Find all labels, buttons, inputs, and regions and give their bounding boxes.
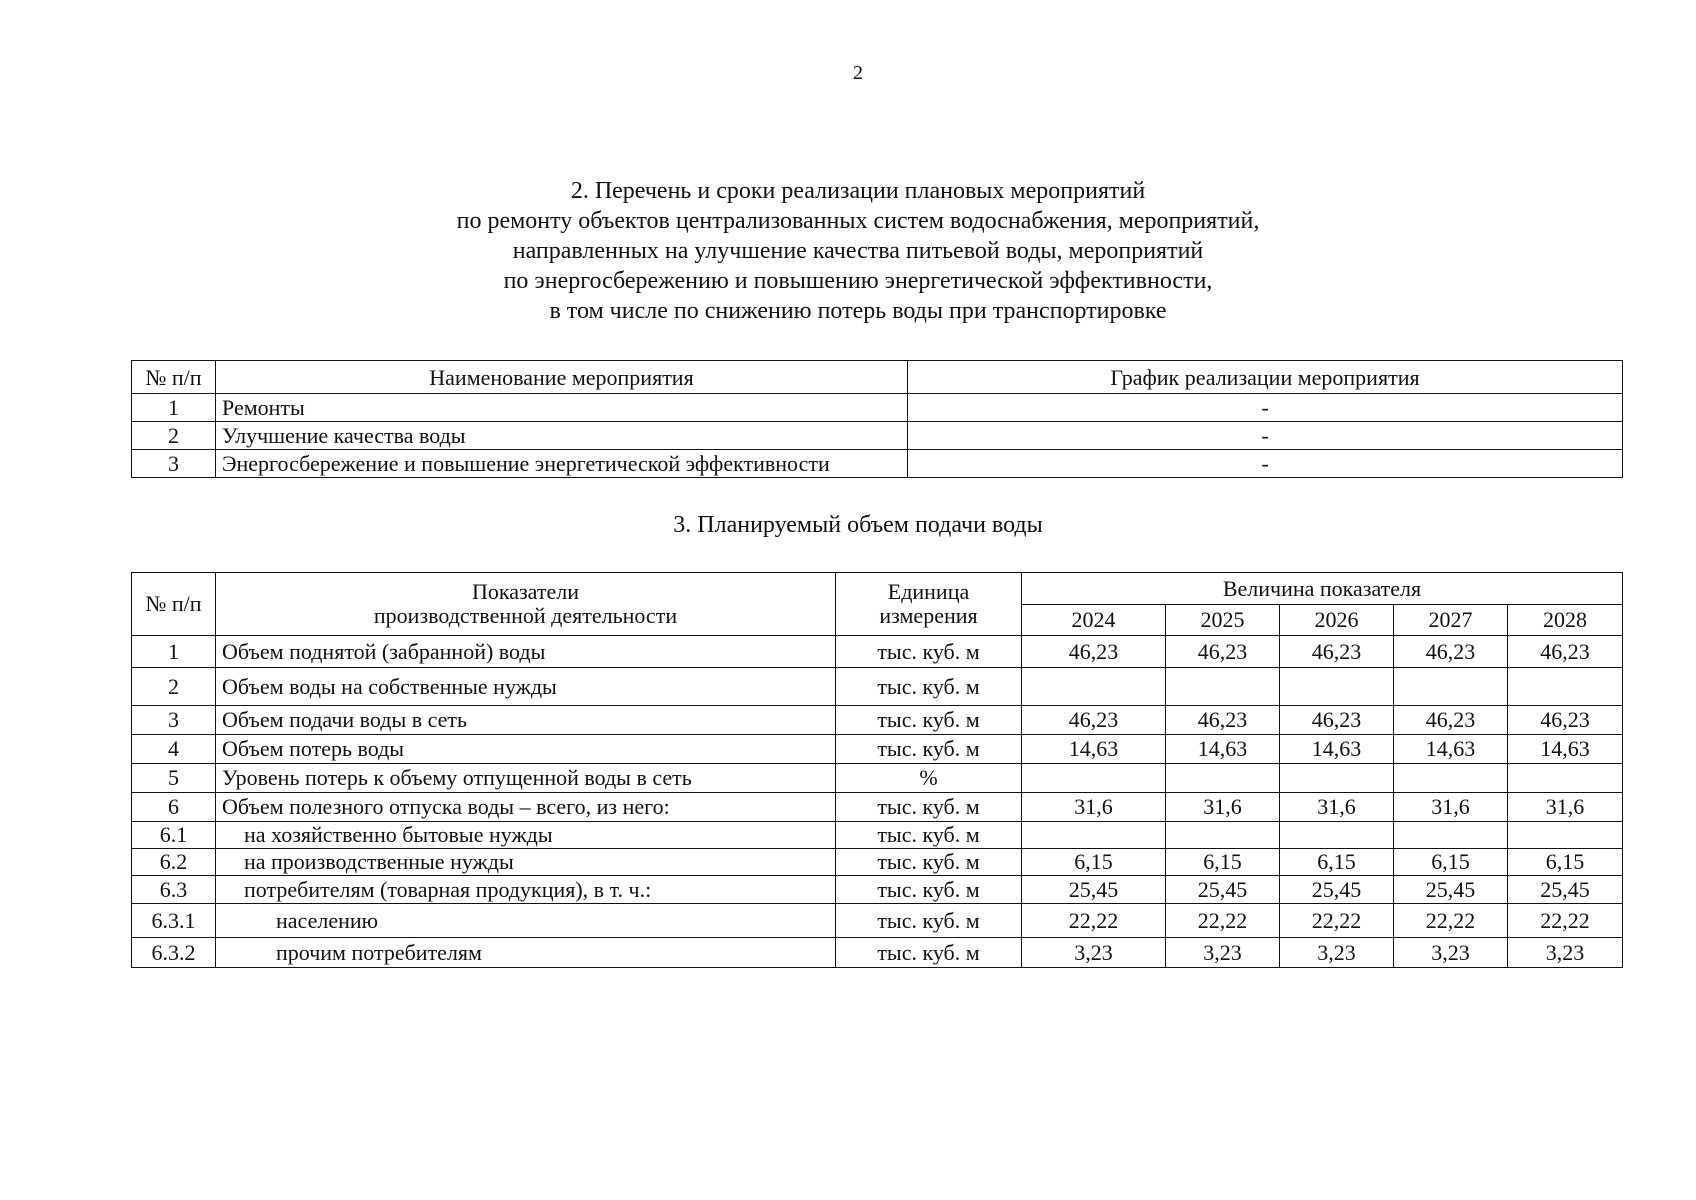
measures-table: [131, 360, 1623, 478]
row-name: Ремонты: [216, 394, 908, 422]
header-year: 2026: [1280, 605, 1394, 636]
row-value: [1508, 668, 1623, 706]
row-value: 14,63: [1508, 735, 1623, 764]
row-num: 2: [132, 668, 216, 706]
row-value: 46,23: [1280, 636, 1394, 668]
section2-title-line: по ремонту объектов централизованных систем водоснабжения, мероприятий,: [456, 208, 1260, 234]
row-value: [1022, 764, 1166, 793]
header-unit-line2: измерения: [879, 603, 978, 628]
row-value: 46,23: [1508, 636, 1623, 668]
row-value: 46,23: [1394, 706, 1508, 735]
row-value: 22,22: [1508, 904, 1623, 938]
row-indicator: Уровень потерь к объему отпущенной воды в сеть: [216, 764, 836, 793]
section2-title-line: по энергосбережению и повышению энергетической эффективности,: [503, 268, 1213, 294]
row-num: 6.3: [132, 876, 216, 904]
row-value: [1280, 764, 1394, 793]
table-row: [132, 822, 1623, 849]
table-row: [132, 793, 1623, 822]
row-value: 46,23: [1394, 636, 1508, 668]
row-indicator: прочим потребителям: [216, 938, 836, 968]
row-value: 25,45: [1280, 876, 1394, 904]
table-row: [132, 849, 1623, 876]
measures-table-header: [132, 361, 1623, 394]
row-value: [1280, 822, 1394, 849]
row-value: [1166, 764, 1280, 793]
header-year: 2028: [1508, 605, 1623, 636]
page-number: 2: [853, 62, 863, 84]
row-unit: тыс. куб. м: [836, 938, 1022, 968]
row-num: 6: [132, 793, 216, 822]
row-value: [1166, 822, 1280, 849]
row-unit: тыс. куб. м: [836, 904, 1022, 938]
row-name: Улучшение качества воды: [216, 422, 908, 450]
row-value: 6,15: [1280, 849, 1394, 876]
row-num: 3: [132, 450, 216, 478]
row-value: 14,63: [1394, 735, 1508, 764]
row-unit: тыс. куб. м: [836, 636, 1022, 668]
row-num: 6.1: [132, 822, 216, 849]
row-value: 46,23: [1022, 636, 1166, 668]
section2-title-line: в том числе по снижению потерь воды при транспортировке: [549, 298, 1167, 324]
row-unit: тыс. куб. м: [836, 735, 1022, 764]
row-value: 3,23: [1280, 938, 1394, 968]
header-value: Величина показателя: [1022, 573, 1623, 605]
row-value: 25,45: [1022, 876, 1166, 904]
header-indicator-line2: производственной деятельности: [373, 603, 678, 628]
header-year: 2024: [1022, 605, 1166, 636]
row-value: [1508, 764, 1623, 793]
row-value: [1394, 668, 1508, 706]
table-row: [132, 636, 1623, 668]
row-num: 2: [132, 422, 216, 450]
section2-title-line: направленных на улучшение качества питьевой воды, мероприятий: [512, 238, 1204, 264]
header-year: 2025: [1166, 605, 1280, 636]
row-value: 31,6: [1508, 793, 1623, 822]
row-indicator: потребителям (товарная продукция), в т. ч.:: [216, 876, 836, 904]
table-row: [132, 706, 1623, 735]
row-value: 14,63: [1022, 735, 1166, 764]
row-value: [1394, 822, 1508, 849]
header-unit-line1: Единица: [887, 579, 970, 604]
row-value: 3,23: [1394, 938, 1508, 968]
row-num: 6.2: [132, 849, 216, 876]
row-num: 4: [132, 735, 216, 764]
row-unit: тыс. куб. м: [836, 793, 1022, 822]
row-value: [1022, 668, 1166, 706]
row-value: [1022, 822, 1166, 849]
row-value: 25,45: [1394, 876, 1508, 904]
header-indicator-line1: Показатели: [471, 579, 580, 604]
row-num: 6.3.2: [132, 938, 216, 968]
table-row: [132, 450, 1623, 478]
row-value: 46,23: [1022, 706, 1166, 735]
row-unit: тыс. куб. м: [836, 876, 1022, 904]
row-schedule: -: [908, 394, 1623, 422]
row-indicator: Объем полезного отпуска воды – всего, из него:: [216, 793, 836, 822]
row-value: 22,22: [1022, 904, 1166, 938]
row-value: 6,15: [1022, 849, 1166, 876]
section2-title: [0, 176, 1696, 326]
row-indicator: на производственные нужды: [216, 849, 836, 876]
row-value: 46,23: [1280, 706, 1394, 735]
row-value: 6,15: [1394, 849, 1508, 876]
row-indicator: на хозяйственно бытовые нужды: [216, 822, 836, 849]
header-indicator: [216, 573, 836, 636]
table-row: [132, 668, 1623, 706]
row-schedule: -: [908, 450, 1623, 478]
row-indicator: Объем потерь воды: [216, 735, 836, 764]
row-value: 22,22: [1280, 904, 1394, 938]
row-name: Энергосбережение и повышение энергетической эффективности: [216, 450, 908, 478]
row-value: 6,15: [1508, 849, 1623, 876]
row-unit: %: [836, 764, 1022, 793]
row-unit: тыс. куб. м: [836, 668, 1022, 706]
row-value: 3,23: [1022, 938, 1166, 968]
table-row: [132, 422, 1623, 450]
row-num: 1: [132, 394, 216, 422]
header-name: Наименование мероприятия: [216, 361, 908, 394]
row-num: 1: [132, 636, 216, 668]
header-unit: [836, 573, 1022, 636]
table-row: [132, 876, 1623, 904]
row-value: 25,45: [1508, 876, 1623, 904]
row-value: 46,23: [1166, 706, 1280, 735]
row-unit: тыс. куб. м: [836, 706, 1022, 735]
row-value: 25,45: [1166, 876, 1280, 904]
row-schedule: -: [908, 422, 1623, 450]
row-value: 31,6: [1166, 793, 1280, 822]
row-value: [1508, 822, 1623, 849]
row-value: 3,23: [1508, 938, 1623, 968]
row-unit: тыс. куб. м: [836, 822, 1022, 849]
table-row: [132, 735, 1623, 764]
header-schedule: График реализации мероприятия: [908, 361, 1623, 394]
row-indicator: Объем подачи воды в сеть: [216, 706, 836, 735]
row-indicator: Объем поднятой (забранной) воды: [216, 636, 836, 668]
row-value: 31,6: [1280, 793, 1394, 822]
row-num: 6.3.1: [132, 904, 216, 938]
water-table-header-top: [132, 573, 1623, 605]
table-row: [132, 938, 1623, 968]
row-unit: тыс. куб. м: [836, 849, 1022, 876]
row-indicator: Объем воды на собственные нужды: [216, 668, 836, 706]
row-value: 31,6: [1022, 793, 1166, 822]
row-value: [1280, 668, 1394, 706]
row-value: [1394, 764, 1508, 793]
table-row: [132, 394, 1623, 422]
row-value: 6,15: [1166, 849, 1280, 876]
row-num: 5: [132, 764, 216, 793]
row-value: 31,6: [1394, 793, 1508, 822]
table-row: [132, 764, 1623, 793]
row-num: 3: [132, 706, 216, 735]
row-indicator: населению: [216, 904, 836, 938]
water-supply-table: [131, 572, 1623, 968]
header-year: 2027: [1394, 605, 1508, 636]
section2-title-line: 2. Перечень и сроки реализации плановых мероприятий: [570, 178, 1146, 204]
row-value: 22,22: [1394, 904, 1508, 938]
table-row: [132, 904, 1623, 938]
row-value: 46,23: [1508, 706, 1623, 735]
header-num: № п/п: [132, 573, 216, 636]
section3-title: 3. Планируемый объем подачи воды: [673, 512, 1043, 538]
header-num: № п/п: [132, 361, 216, 394]
row-value: [1166, 668, 1280, 706]
row-value: 3,23: [1166, 938, 1280, 968]
row-value: 14,63: [1166, 735, 1280, 764]
row-value: 46,23: [1166, 636, 1280, 668]
row-value: 22,22: [1166, 904, 1280, 938]
row-value: 14,63: [1280, 735, 1394, 764]
